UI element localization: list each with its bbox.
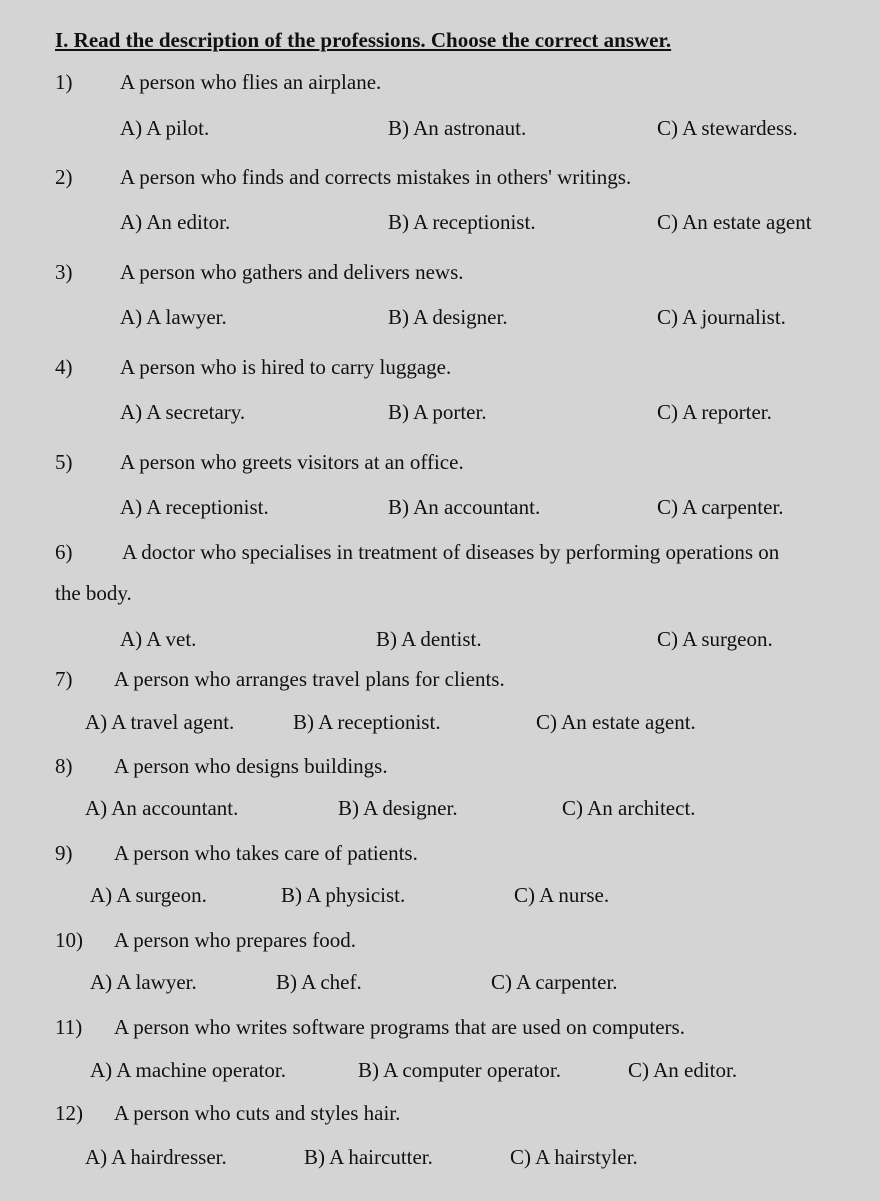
option-b: B) A designer. xyxy=(388,305,508,329)
option-c: C) An architect. xyxy=(562,796,696,820)
option-c: C) A reporter. xyxy=(657,400,772,424)
question-number: 11) xyxy=(55,1015,83,1039)
option-b: B) A dentist. xyxy=(376,627,482,651)
option-a: A) A machine operator. xyxy=(90,1058,286,1082)
question-number: 4) xyxy=(55,355,73,379)
question-text: A person who gathers and delivers news. xyxy=(120,260,464,284)
option-a: A) A surgeon. xyxy=(90,883,207,907)
question-text: A person who cuts and styles hair. xyxy=(114,1101,401,1125)
option-a: A) A lawyer. xyxy=(120,305,227,329)
option-b: B) An accountant. xyxy=(388,495,541,519)
question-number: 10) xyxy=(55,928,83,952)
question-text: A person who arranges travel plans for clients. xyxy=(114,667,505,691)
option-c: C) A carpenter. xyxy=(491,970,618,994)
question-text: A person who takes care of patients. xyxy=(114,841,418,865)
question-text-continued: the body. xyxy=(55,581,132,605)
option-b: B) A receptionist. xyxy=(388,210,536,234)
option-c: C) A hairstyler. xyxy=(510,1145,638,1169)
question-number: 9) xyxy=(55,841,73,865)
option-c: C) A stewardess. xyxy=(657,116,798,140)
question-text: A person who finds and corrects mistakes in others' writings. xyxy=(120,165,632,189)
option-b: B) An astronaut. xyxy=(388,116,527,140)
option-c: C) A surgeon. xyxy=(657,627,773,651)
option-c: C) An estate agent. xyxy=(536,710,696,734)
question-number: 8) xyxy=(55,754,73,778)
question-text: A doctor who specialises in treatment of diseases by performing operations on xyxy=(122,540,780,564)
option-c: C) A journalist. xyxy=(657,305,786,329)
option-a: A) A vet. xyxy=(120,627,197,651)
question-number: 1) xyxy=(55,70,73,94)
option-c: C) A carpenter. xyxy=(657,495,784,519)
option-a: A) A travel agent. xyxy=(85,710,235,734)
option-c: C) An editor. xyxy=(628,1058,738,1082)
option-b: B) A haircutter. xyxy=(304,1145,433,1169)
option-a: A) An editor. xyxy=(120,210,231,234)
question-text: A person who prepares food. xyxy=(114,928,357,952)
option-b: B) A porter. xyxy=(388,400,487,424)
question-number: 2) xyxy=(55,165,73,189)
question-text: A person who writes software programs that are used on computers. xyxy=(114,1015,685,1039)
question-text: A person who greets visitors at an office. xyxy=(120,450,464,474)
question-number: 12) xyxy=(55,1101,83,1125)
option-b: B) A receptionist. xyxy=(293,710,441,734)
option-b: B) A designer. xyxy=(338,796,458,820)
question-number: 3) xyxy=(55,260,73,284)
worksheet-title: I. Read the description of the professions. Choose the correct answer. xyxy=(55,28,672,52)
question-text: A person who designs buildings. xyxy=(114,754,388,778)
option-a: A) A lawyer. xyxy=(90,970,197,994)
question-number: 7) xyxy=(55,667,73,691)
question-text: A person who flies an airplane. xyxy=(120,70,382,94)
option-a: A) A secretary. xyxy=(120,400,246,424)
option-b: B) A computer operator. xyxy=(358,1058,561,1082)
option-b: B) A chef. xyxy=(276,970,362,994)
option-a: A) A hairdresser. xyxy=(85,1145,227,1169)
question-number: 5) xyxy=(55,450,73,474)
option-a: A) An accountant. xyxy=(85,796,239,820)
option-c: C) A nurse. xyxy=(514,883,610,907)
option-b: B) A physicist. xyxy=(281,883,406,907)
option-a: A) A pilot. xyxy=(120,116,210,140)
option-a: A) A receptionist. xyxy=(120,495,269,519)
question-text: A person who is hired to carry luggage. xyxy=(120,355,452,379)
question-number: 6) xyxy=(55,540,73,564)
option-c: C) An estate agent xyxy=(657,210,812,234)
